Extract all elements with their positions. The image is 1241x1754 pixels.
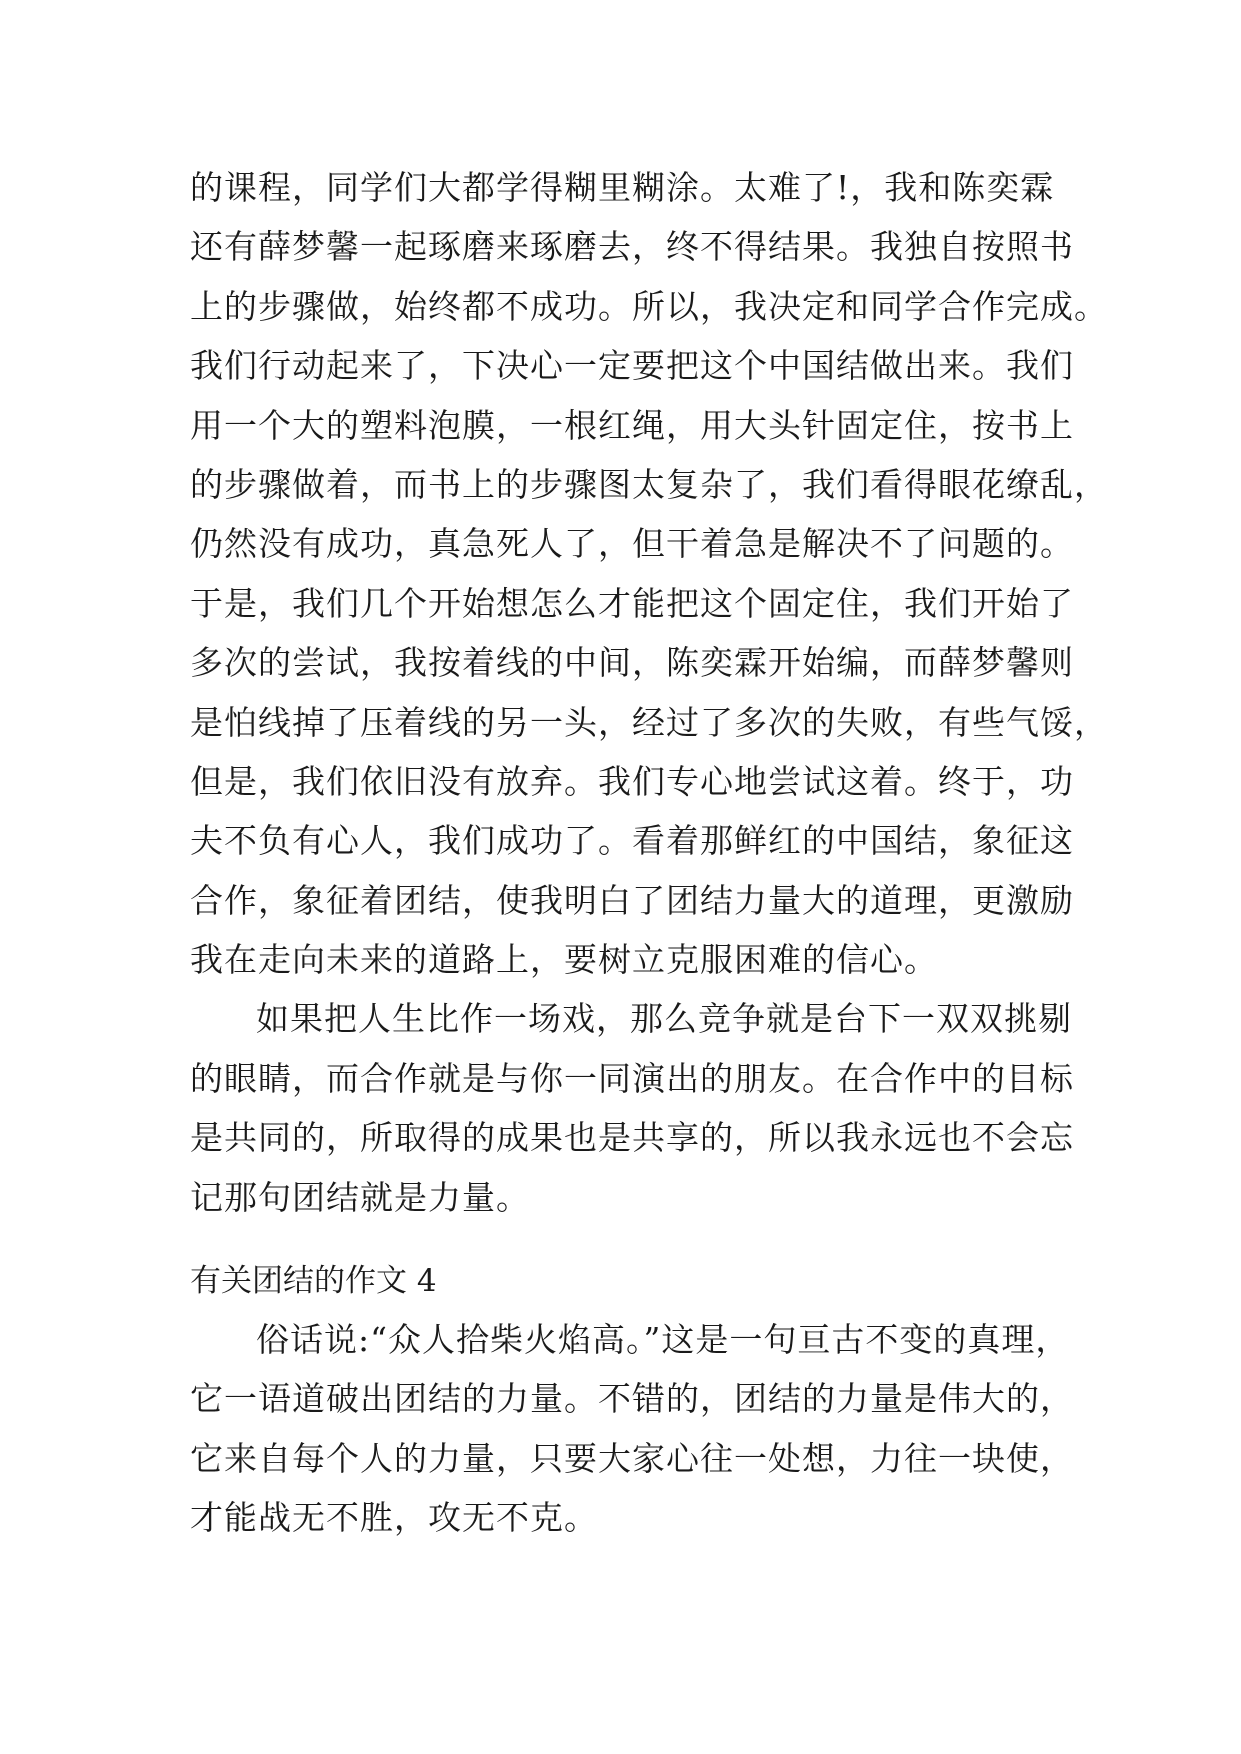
section-title: 有关团结的作文 4	[190, 1263, 437, 1299]
text-line: 仍然没有成功，真急死人了，但干着急是解决不了问题的。	[190, 524, 1074, 564]
text-line: 是怕线掉了压着线的另一头，经过了多次的失败，有些气馁，	[190, 702, 1108, 742]
text-line: 上的步骤做，始终都不成功。所以，我决定和同学合作完成。	[190, 286, 1108, 326]
text-line: 于是，我们几个开始想怎么才能把这个固定住，我们开始了	[190, 583, 1074, 623]
text-line: 用一个大的塑料泡膜，一根红绳，用大头针固定住，按书上	[190, 405, 1074, 445]
text-line: 的步骤做着，而书上的步骤图太复杂了，我们看得眼花缭乱，	[190, 464, 1108, 504]
text-line: 合作，象征着团结，使我明白了团结力量大的道理，更激励	[190, 880, 1074, 920]
text-line: 才能战无不胜，攻无不克。	[190, 1498, 598, 1538]
essay-body	[190, 158, 1108, 1227]
paragraph-continued	[190, 158, 1108, 989]
text-line: 多次的尝试，我按着线的中间，陈奕霖开始编，而薛梦馨则	[190, 643, 1074, 683]
text-line: 它一语道破出团结的力量。不错的，团结的力量是伟大的，	[190, 1379, 1074, 1419]
text-line: 如果把人生比作一场戏，那么竞争就是台下一双双挑剔	[256, 999, 1072, 1039]
text-line: 俗话说:“众人拾柴火焰高。”这是一句亘古不变的真理，	[256, 1320, 1070, 1359]
text-line: 的眼睛，而合作就是与你一同演出的朋友。在合作中的目标	[190, 1058, 1074, 1098]
text-line: 记那句团结就是力量。	[190, 1177, 530, 1217]
paragraph-opening	[190, 1310, 1074, 1548]
essay-4-body	[190, 1310, 1074, 1548]
text-line: 还有薛梦馨一起琢磨来琢磨去，终不得结果。我独自按照书	[190, 227, 1074, 267]
text-line: 是共同的，所取得的成果也是共享的，所以我永远也不会忘	[190, 1118, 1074, 1158]
text-line: 我们行动起来了，下决心一定要把这个中国结做出来。我们	[190, 346, 1074, 386]
text-line: 夫不负有心人，我们成功了。看着那鲜红的中国结，象征这	[190, 821, 1074, 861]
text-line: 它来自每个人的力量，只要大家心往一处想，力往一块使，	[190, 1438, 1074, 1478]
text-line: 我在走向未来的道路上，要树立克服困难的信心。	[190, 940, 938, 980]
text-line: 的课程，同学们大都学得糊里糊涂。太难了!，我和陈奕霖	[190, 168, 1055, 207]
paragraph-conclusion	[190, 989, 1074, 1227]
text-line: 但是，我们依旧没有放弃。我们专心地尝试这着。终于，功	[190, 761, 1074, 801]
